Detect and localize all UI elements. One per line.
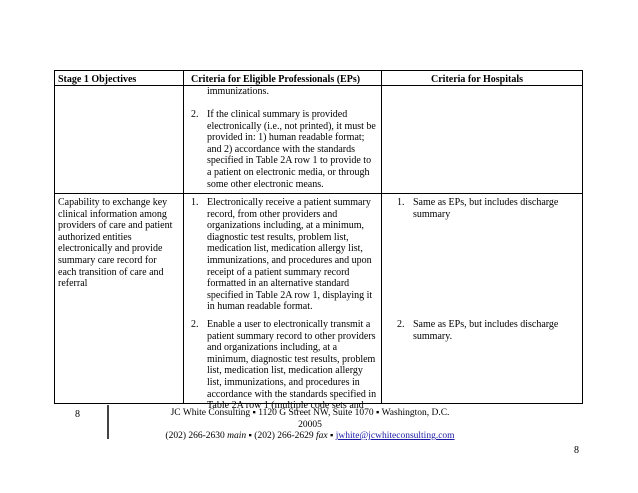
text-line: summary: [413, 208, 451, 220]
text-line: a patient on electronic media, or through: [207, 166, 370, 178]
header-stage1-objectives: Stage 1 Objectives: [58, 74, 137, 85]
column-divider-1: [183, 71, 184, 403]
text-line: some other electronic means.: [207, 178, 324, 190]
text-line: Electronically receive a patient summary: [207, 197, 371, 208]
text-line: immunizations, and procedures and upon: [207, 254, 372, 266]
text-line: in human readable format.: [207, 301, 313, 313]
ep-item-2-text: [207, 109, 376, 190]
hospital-item-2-text: [413, 319, 558, 342]
footer-phones: [160, 431, 460, 443]
footer-phone-main: (202) 266-2630: [165, 431, 225, 441]
ep-receive-text: [207, 197, 372, 313]
hospital-item-2-number: 2.: [397, 319, 405, 330]
text-line: clinical information among: [58, 208, 167, 220]
text-line: patient summary record to other providers: [207, 330, 376, 342]
text-line: medication list, medication allergy list,: [207, 243, 363, 255]
text-line: Same as EPs, but includes discharge: [413, 319, 559, 330]
footer-email-link[interactable]: jwhite@jcwhiteconsulting.com: [335, 431, 455, 441]
row-divider: [55, 193, 582, 194]
footer-contact: [160, 408, 460, 443]
objectives-table: [54, 70, 583, 412]
ep-item-2-number: 2.: [191, 109, 199, 120]
text-line: each transition of care and: [58, 266, 164, 278]
text-line: and 2) accordance with the standards: [207, 143, 355, 155]
text-line: providers of care and patient: [58, 220, 173, 232]
footer-separator-2: ▪: [330, 431, 334, 441]
hospital-item-1-number: 1.: [397, 197, 405, 208]
text-line: Enable a user to electronically transmit a: [207, 319, 371, 330]
text-line: If the clinical summary is provided: [207, 109, 348, 120]
text-line: summary care record for: [58, 254, 157, 266]
ep-transmit-number: 2.: [191, 319, 199, 330]
ep-continuation-text: immunizations.: [207, 86, 269, 97]
text-line: authorized entities: [58, 231, 132, 243]
hospital-item-1-text: [413, 197, 558, 220]
text-line: electronically (i.e., not printed), it must be: [207, 120, 376, 132]
text-line: specified in Table 2A row 1 to provide to: [207, 155, 372, 167]
text-line: and organizations including, at a: [207, 342, 338, 354]
ep-transmit-text: [207, 319, 376, 412]
text-line: list, medication list, medication allergy: [207, 365, 363, 377]
text-line: receipt of a patient summary record: [207, 266, 350, 278]
footer-separator: ▪: [248, 431, 252, 441]
text-line: Capability to exchange key: [58, 197, 168, 208]
objective-text: [58, 197, 172, 290]
text-line: minimum, diagnostic test results, problem: [207, 353, 376, 365]
text-line: Table 2A row 1 (multiple code sets and: [207, 400, 364, 412]
text-line: provided in: 1) human readable format;: [207, 132, 365, 144]
text-line: formatted in an alternative standard: [207, 278, 350, 290]
footer-address: JC White Consulting ▪ 1120 G Street NW, Suite 1070 ▪ Washington, D.C. 20005: [170, 408, 450, 430]
footer-fax-label: fax: [316, 431, 328, 441]
text-line: diagnostic test results, problem list,: [207, 231, 349, 243]
text-line: record, from other providers and: [207, 208, 338, 220]
header-ep-criteria: Criteria for Eligible Professionals (EPs): [191, 74, 361, 85]
text-line: Same as EPs, but includes discharge: [413, 197, 559, 208]
footer-page-number: 8: [75, 409, 80, 420]
footer-main-label: main: [227, 431, 247, 441]
text-line: accordance with the standards specified in: [207, 388, 377, 400]
text-line: list, immunizations, and procedures in: [207, 376, 360, 388]
text-line: summary.: [413, 330, 453, 342]
text-line: organizations including, at a minimum,: [207, 220, 365, 232]
footer-divider-bar: [107, 405, 109, 439]
text-line: specified in Table 2A row 1, displaying it: [207, 289, 373, 301]
page-number: 8: [574, 445, 579, 456]
ep-receive-number: 1.: [191, 197, 199, 208]
footer-phone-fax: (202) 266-2629: [254, 431, 314, 441]
text-line: electronically and provide: [58, 243, 163, 255]
column-divider-2: [381, 71, 382, 403]
text-line: referral: [58, 278, 88, 290]
header-hospital-criteria: Criteria for Hospitals: [431, 74, 524, 85]
